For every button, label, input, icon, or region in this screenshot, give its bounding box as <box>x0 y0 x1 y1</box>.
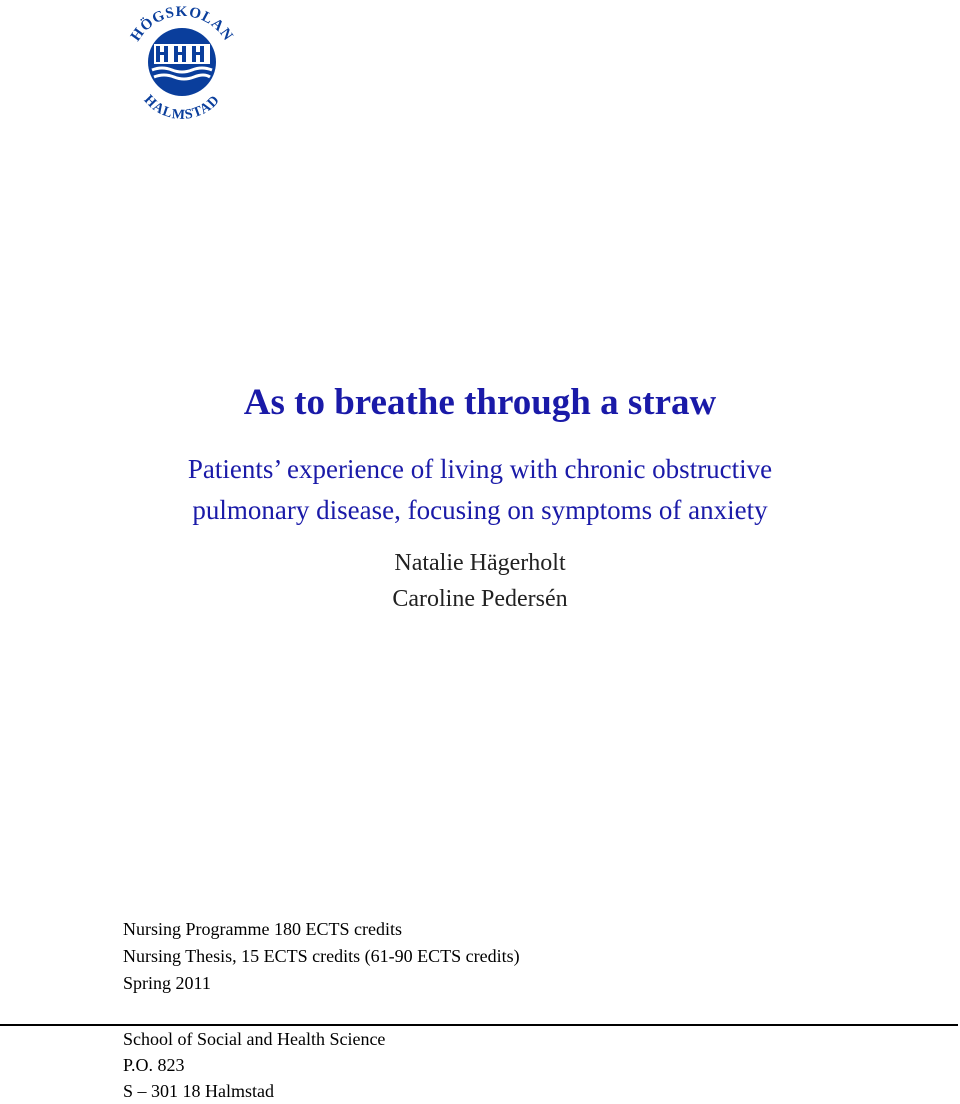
author-name: Caroline Pedersén <box>392 586 568 612</box>
subtitle-line-2: pulmonary disease, focusing on symptoms of anxiety <box>192 495 768 525</box>
logo-top-text: HÖGSKOLAN <box>127 4 237 45</box>
term-line: Spring 2011 <box>123 973 211 993</box>
author-list <box>0 545 960 617</box>
university-logo <box>118 4 246 124</box>
programme-line: Nursing Programme 180 ECTS credits <box>123 919 402 939</box>
school-address <box>123 1026 385 1104</box>
subtitle-line-1: Patients’ experience of living with chronic obstructive <box>187 454 773 484</box>
university-seal-icon <box>118 4 246 124</box>
author-name: Natalie Hägerholt <box>394 550 566 576</box>
postal-city: S – 301 18 Halmstad <box>123 1081 274 1101</box>
postal-box: P.O. 823 <box>123 1055 185 1075</box>
course-info <box>123 916 520 997</box>
document-title: As to breathe through a straw <box>243 382 717 423</box>
svg-text:HALMSTAD <box>141 92 224 123</box>
thesis-line: Nursing Thesis, 15 ECTS credits (61-90 ECTS credits) <box>123 946 520 966</box>
document-subtitle <box>0 449 960 531</box>
logo-bottom-text: HALMSTAD <box>140 92 224 124</box>
school-name: School of Social and Health Science <box>123 1029 386 1049</box>
